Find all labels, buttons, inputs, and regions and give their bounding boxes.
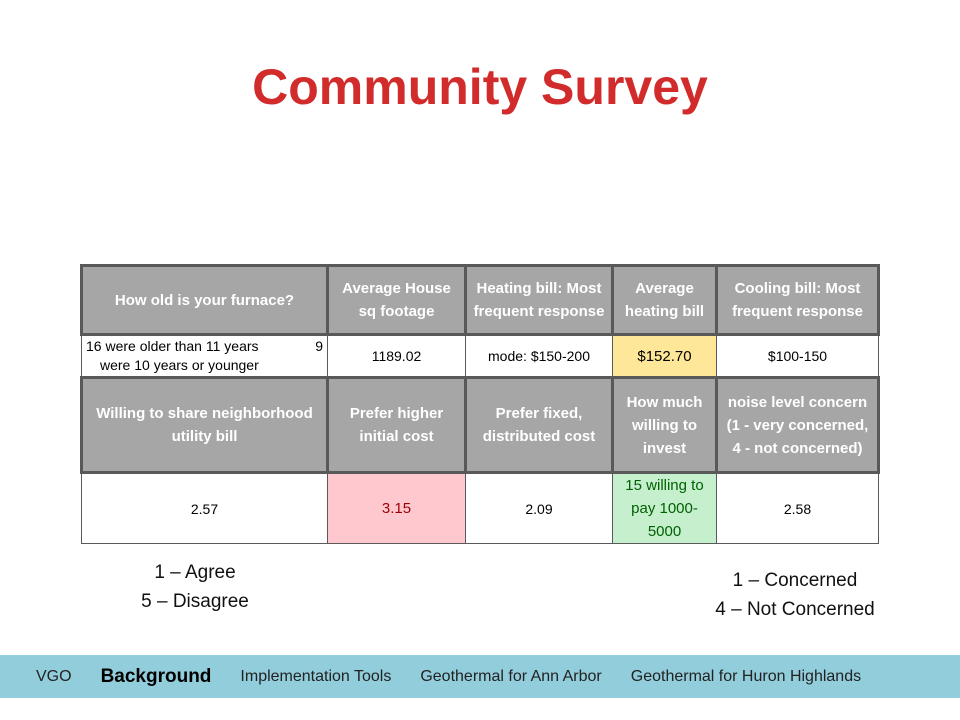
furnace-younger-text: were 10 years or younger — [100, 357, 259, 373]
cell-noise-concern: 2.58 — [717, 473, 879, 544]
survey-table — [80, 264, 880, 544]
header-prefer-fixed-cost: Prefer fixed, distributed cost — [466, 378, 613, 473]
cell-heating-bill-mode: mode: $150-200 — [466, 335, 613, 378]
cell-share-utility-bill: 2.57 — [82, 473, 328, 544]
cell-furnace-age — [82, 335, 328, 378]
section-nav-bar — [0, 655, 960, 698]
slide-title: Community Survey — [252, 59, 708, 115]
cell-willing-to-invest: 15 willing to pay 1000-5000 — [613, 473, 717, 544]
nav-item-background[interactable]: Background — [100, 665, 212, 687]
furnace-younger-count: 9 — [315, 338, 323, 354]
cell-prefer-fixed-cost: 2.09 — [466, 473, 613, 544]
furnace-older-text: 16 were older than 11 years — [86, 338, 259, 354]
table-row — [82, 335, 879, 378]
table-row — [82, 378, 879, 473]
concerned-legend-line: 1 – Concerned — [732, 570, 858, 591]
not-concerned-legend-line: 4 – Not Concerned — [715, 599, 875, 620]
cell-average-heating-bill: $152.70 — [613, 335, 717, 378]
header-cooling-bill-mode: Cooling bill: Most frequent response — [717, 266, 879, 335]
header-prefer-higher-initial-cost: Prefer higher initial cost — [328, 378, 466, 473]
header-heating-bill-mode: Heating bill: Most frequent response — [466, 266, 613, 335]
header-average-heating-bill: Average heating bill — [613, 266, 717, 335]
header-house-sqft: Average House sq footage — [328, 266, 466, 335]
header-share-utility-bill: Willing to share neighborhood utility bill — [82, 378, 328, 473]
header-furnace-age: How old is your furnace? — [82, 266, 328, 335]
cell-prefer-higher-initial-cost: 3.15 — [328, 473, 466, 544]
table-row — [82, 473, 879, 544]
agree-scale-legend — [110, 558, 280, 616]
cell-cooling-bill-mode: $100-150 — [717, 335, 879, 378]
header-noise-concern: noise level concern (1 - very concerned, 4 - not concerned) — [717, 378, 879, 473]
nav-item-geothermal-ann-arbor[interactable]: Geothermal for Ann Arbor — [420, 667, 602, 685]
nav-item-implementation-tools[interactable]: Implementation Tools — [240, 667, 392, 685]
table-row — [82, 266, 879, 335]
concern-scale-legend — [690, 566, 900, 624]
nav-item-geothermal-huron-highlands[interactable]: Geothermal for Huron Highlands — [630, 667, 862, 685]
header-willing-to-invest: How much willing to invest — [613, 378, 717, 473]
cell-house-sqft: 1189.02 — [328, 335, 466, 378]
nav-item-vgo[interactable]: VGO — [36, 667, 72, 685]
disagree-legend-line: 5 – Disagree — [141, 591, 249, 612]
agree-legend-line: 1 – Agree — [154, 562, 236, 583]
